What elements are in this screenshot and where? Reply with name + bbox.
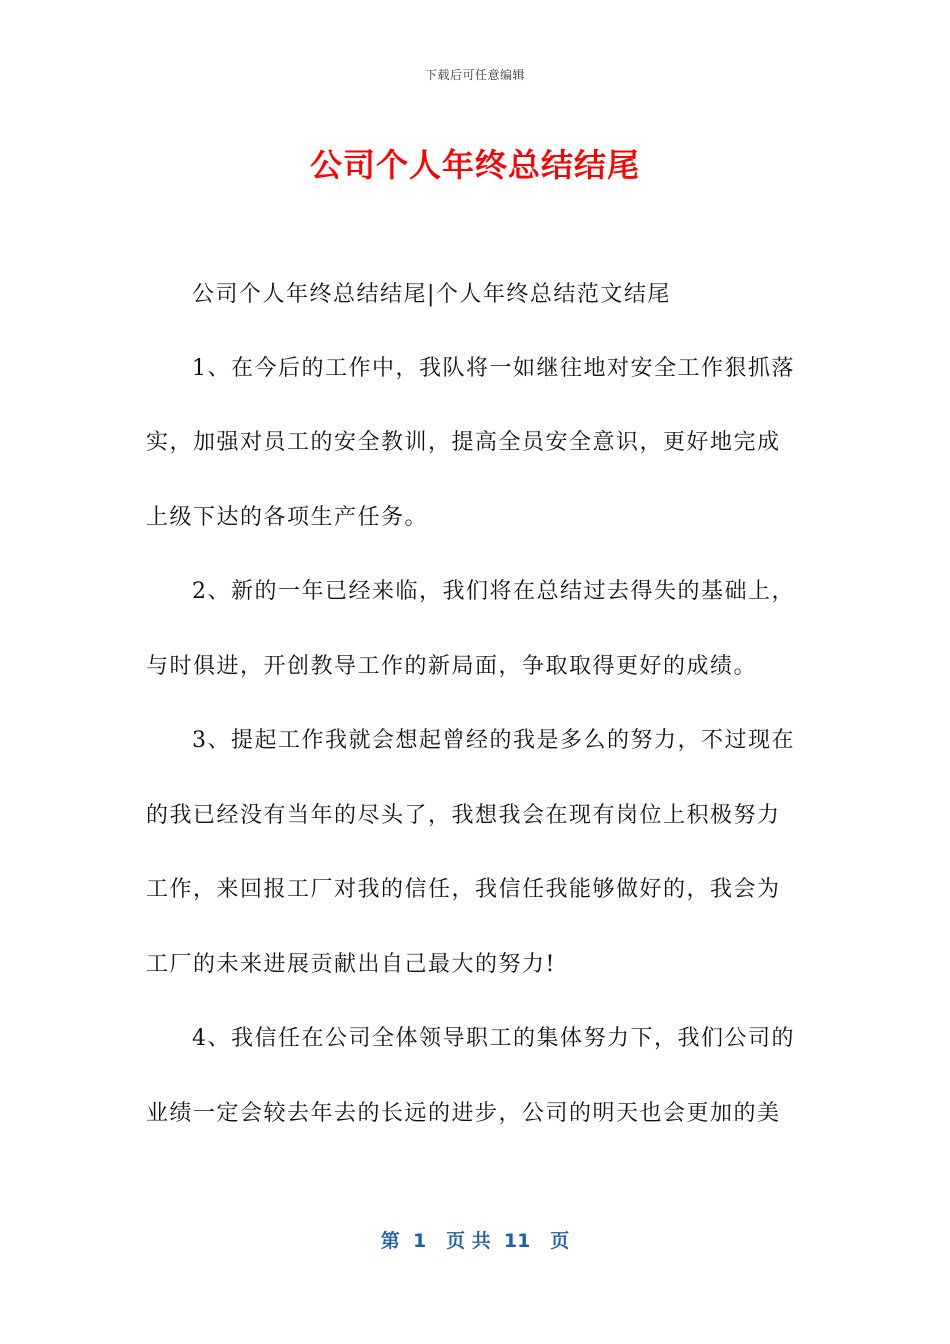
paragraph-3-line-2: 的我已经没有当年的尽头了，我想我会在现有岗位上积极努力 <box>146 803 781 828</box>
document-title: 公司个人年终总结结尾 <box>309 146 640 184</box>
paragraph-2-line-2: 与时俱进，开创教导工作的新局面，争取取得更好的成绩。 <box>146 654 758 679</box>
header-note: 下载后可任意编辑 <box>424 68 525 82</box>
paragraph-1-line-2: 实，加强对员工的安全教训，提高全员安全意识，更好地完成 <box>146 430 781 455</box>
page-footer: 第 1 页 共 11 页 <box>380 1230 570 1252</box>
paragraph-4-line-1: 4、我信任在公司全体领导职工的集体努力下，我们公司的 <box>192 1026 795 1051</box>
paragraph-1-line-1: 1、在今后的工作中，我队将一如继往地对安全工作狠抓落 <box>192 356 795 381</box>
paragraph-4-line-2: 业绩一定会较去年去的长远的进步，公司的明天也会更加的美 <box>146 1101 781 1126</box>
paragraph-1-line-3: 上级下达的各项生产任务。 <box>146 505 429 530</box>
paragraph-3-line-1: 3、提起工作我就会想起曾经的我是多么的努力，不过现在 <box>192 728 795 753</box>
paragraph-3-line-3: 工作，来回报工厂对我的信任，我信任我能够做好的，我会为 <box>146 877 781 902</box>
paragraph-3-line-4: 工厂的未来进展贡献出自己最大的努力! <box>146 952 556 977</box>
paragraph-2-line-1: 2、新的一年已经来临，我们将在总结过去得失的基础上， <box>192 579 795 604</box>
paragraph-subtitle: 公司个人年终总结结尾|个人年终总结范文结尾 <box>192 282 671 307</box>
